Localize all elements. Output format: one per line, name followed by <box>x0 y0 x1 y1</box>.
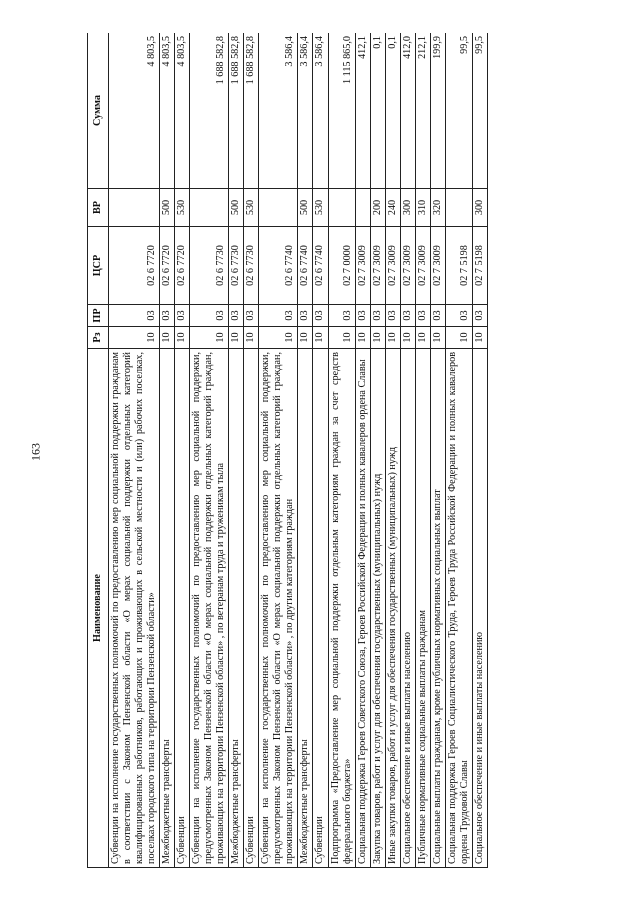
cell-sum: 4 803,5 <box>109 33 160 189</box>
cell-vr <box>328 189 355 227</box>
budget-table <box>87 33 488 868</box>
cell-name: Межбюджетные трансферты <box>298 349 313 868</box>
cell-vr: 530 <box>175 189 190 227</box>
cell-vr: 500 <box>160 189 175 227</box>
table-row <box>445 33 472 868</box>
budget-table-container <box>87 33 587 868</box>
cell-rz: 10 <box>244 327 259 349</box>
cell-name: Социальная поддержка Героев Советского Союза, Героев Российской Федерации и полных кавалеров ордена Славы <box>355 349 370 868</box>
cell-csr: 02 7 3009 <box>400 227 415 305</box>
cell-csr: 02 6 7720 <box>175 227 190 305</box>
header-csr: ЦСР <box>88 227 109 305</box>
cell-sum: 99,5 <box>472 33 487 189</box>
cell-sum: 1 688 582,8 <box>190 33 229 189</box>
cell-rz: 10 <box>160 327 175 349</box>
rotated-page <box>87 33 587 868</box>
cell-sum: 212,1 <box>415 33 430 189</box>
cell-vr: 530 <box>244 189 259 227</box>
page-number: 163 <box>28 443 43 461</box>
table-row <box>313 33 328 868</box>
cell-pr: 03 <box>370 305 385 327</box>
cell-name: Субвенции на исполнение государственных полномочий по предоставлению мер социальной поддержки гражданам в соответствии с Законом Пензенской области «О мерах социальной поддержки отдельных категорий квалифицированных работников, работающих и проживающих в сельской местности и (или) рабочих поселках, поселках городского типа на территории Пензенской области» <box>109 349 160 868</box>
table-row <box>244 33 259 868</box>
cell-sum: 1 688 582,8 <box>229 33 244 189</box>
cell-pr: 03 <box>109 305 160 327</box>
cell-rz: 10 <box>400 327 415 349</box>
cell-rz: 10 <box>415 327 430 349</box>
cell-vr: 200 <box>370 189 385 227</box>
cell-name: Субвенции <box>175 349 190 868</box>
cell-pr: 03 <box>259 305 298 327</box>
cell-rz: 10 <box>385 327 400 349</box>
cell-rz: 10 <box>355 327 370 349</box>
cell-rz: 10 <box>445 327 472 349</box>
cell-rz: 10 <box>229 327 244 349</box>
cell-csr: 02 7 0000 <box>328 227 355 305</box>
header-vr: ВР <box>88 189 109 227</box>
header-name: Наименование <box>88 349 109 868</box>
table-row <box>190 33 229 868</box>
cell-rz: 10 <box>109 327 160 349</box>
cell-sum: 3 586,4 <box>298 33 313 189</box>
table-row <box>400 33 415 868</box>
cell-csr: 02 7 5198 <box>445 227 472 305</box>
cell-vr <box>109 189 160 227</box>
cell-sum: 1 688 582,8 <box>244 33 259 189</box>
cell-pr: 03 <box>175 305 190 327</box>
table-row <box>370 33 385 868</box>
table-row <box>328 33 355 868</box>
cell-pr: 03 <box>190 305 229 327</box>
cell-rz: 10 <box>430 327 445 349</box>
cell-pr: 03 <box>229 305 244 327</box>
cell-sum: 4 803,5 <box>175 33 190 189</box>
table-row <box>229 33 244 868</box>
cell-csr: 02 7 3009 <box>430 227 445 305</box>
cell-pr: 03 <box>445 305 472 327</box>
cell-sum: 412,1 <box>355 33 370 189</box>
table-body <box>109 33 488 868</box>
cell-csr: 02 6 7720 <box>109 227 160 305</box>
cell-vr <box>355 189 370 227</box>
cell-pr: 03 <box>244 305 259 327</box>
cell-rz: 10 <box>313 327 328 349</box>
cell-csr: 02 6 7740 <box>313 227 328 305</box>
cell-rz: 10 <box>190 327 229 349</box>
cell-csr: 02 7 3009 <box>385 227 400 305</box>
cell-vr: 300 <box>400 189 415 227</box>
cell-pr: 03 <box>385 305 400 327</box>
cell-pr: 03 <box>415 305 430 327</box>
table-row <box>175 33 190 868</box>
cell-pr: 03 <box>430 305 445 327</box>
cell-rz: 10 <box>328 327 355 349</box>
cell-pr: 03 <box>355 305 370 327</box>
cell-rz: 10 <box>259 327 298 349</box>
cell-vr <box>445 189 472 227</box>
cell-pr: 03 <box>328 305 355 327</box>
table-row <box>430 33 445 868</box>
cell-name: Закупка товаров, работ и услуг для обеспечения государственных (муниципальных) нужд <box>370 349 385 868</box>
header-sum: Сумма <box>88 33 109 189</box>
cell-vr: 530 <box>313 189 328 227</box>
cell-name: Публичные нормативные социальные выплаты гражданам <box>415 349 430 868</box>
cell-vr: 320 <box>430 189 445 227</box>
cell-csr: 02 6 7720 <box>160 227 175 305</box>
cell-pr: 03 <box>160 305 175 327</box>
cell-csr: 02 6 7740 <box>298 227 313 305</box>
cell-sum: 4 803,5 <box>160 33 175 189</box>
cell-csr: 02 6 7730 <box>229 227 244 305</box>
cell-name: Межбюджетные трансферты <box>160 349 175 868</box>
cell-rz: 10 <box>175 327 190 349</box>
table-row <box>160 33 175 868</box>
cell-csr: 02 7 3009 <box>415 227 430 305</box>
cell-sum: 412,0 <box>400 33 415 189</box>
table-row <box>298 33 313 868</box>
cell-csr: 02 6 7740 <box>259 227 298 305</box>
cell-vr: 500 <box>298 189 313 227</box>
cell-sum: 0,1 <box>385 33 400 189</box>
table-row <box>385 33 400 868</box>
cell-name: Социальное обеспечение и иные выплаты населению <box>472 349 487 868</box>
cell-sum: 3 586,4 <box>313 33 328 189</box>
cell-vr: 310 <box>415 189 430 227</box>
cell-vr <box>190 189 229 227</box>
cell-sum: 0,1 <box>370 33 385 189</box>
cell-sum: 99,5 <box>445 33 472 189</box>
table-row <box>472 33 487 868</box>
cell-vr <box>259 189 298 227</box>
cell-pr: 03 <box>298 305 313 327</box>
table-row <box>355 33 370 868</box>
cell-name: Социальная поддержка Героев Социалистического Труда, Героев Труда Российской Федерации и полных кавалеров ордена Трудовой Славы <box>445 349 472 868</box>
cell-vr: 300 <box>472 189 487 227</box>
table-row <box>109 33 160 868</box>
cell-name: Субвенции на исполнение государственных полномочий по предоставлению мер социальной поддержки, предусмотренных Законом Пензенской области «О мерах социальной поддержки отдельных категорий граждан, проживающих на территории Пензенской области» , по ветеранам труда и труженикам тыла <box>190 349 229 868</box>
cell-pr: 03 <box>400 305 415 327</box>
cell-csr: 02 7 5198 <box>472 227 487 305</box>
table-row <box>415 33 430 868</box>
header-rz: Рз <box>88 327 109 349</box>
cell-name: Социальное обеспечение и иные выплаты населению <box>400 349 415 868</box>
cell-vr: 500 <box>229 189 244 227</box>
cell-name: Иные закупки товаров, работ и услуг для обеспечения государственных (муниципальных) нужд <box>385 349 400 868</box>
cell-name: Подпрограмма «Предоставление мер социальной поддержки отдельным категориям граждан за счет средств федерального бюджета» <box>328 349 355 868</box>
cell-name: Субвенции <box>244 349 259 868</box>
cell-rz: 10 <box>298 327 313 349</box>
header-pr: ПР <box>88 305 109 327</box>
cell-sum: 199,9 <box>430 33 445 189</box>
cell-pr: 03 <box>313 305 328 327</box>
cell-pr: 03 <box>472 305 487 327</box>
cell-csr: 02 6 7730 <box>244 227 259 305</box>
table-row <box>259 33 298 868</box>
cell-sum: 3 586,4 <box>259 33 298 189</box>
cell-name: Субвенции на исполнение государственных полномочий по предоставлению мер социальной поддержки, предусмотренных Законом Пензенской области «О мерах социальной поддержки отдельных категорий граждан, проживающих на территории Пензенской области» , по другим категориям граждан <box>259 349 298 868</box>
cell-rz: 10 <box>370 327 385 349</box>
cell-csr: 02 7 3009 <box>370 227 385 305</box>
cell-name: Социальные выплаты гражданам, кроме публичных нормативных социальных выплат <box>430 349 445 868</box>
cell-csr: 02 6 7730 <box>190 227 229 305</box>
cell-rz: 10 <box>472 327 487 349</box>
cell-csr: 02 7 3009 <box>355 227 370 305</box>
cell-sum: 1 115 865,0 <box>328 33 355 189</box>
cell-name: Субвенции <box>313 349 328 868</box>
cell-vr: 240 <box>385 189 400 227</box>
cell-name: Межбюджетные трансферты <box>229 349 244 868</box>
table-header-row <box>88 33 109 868</box>
